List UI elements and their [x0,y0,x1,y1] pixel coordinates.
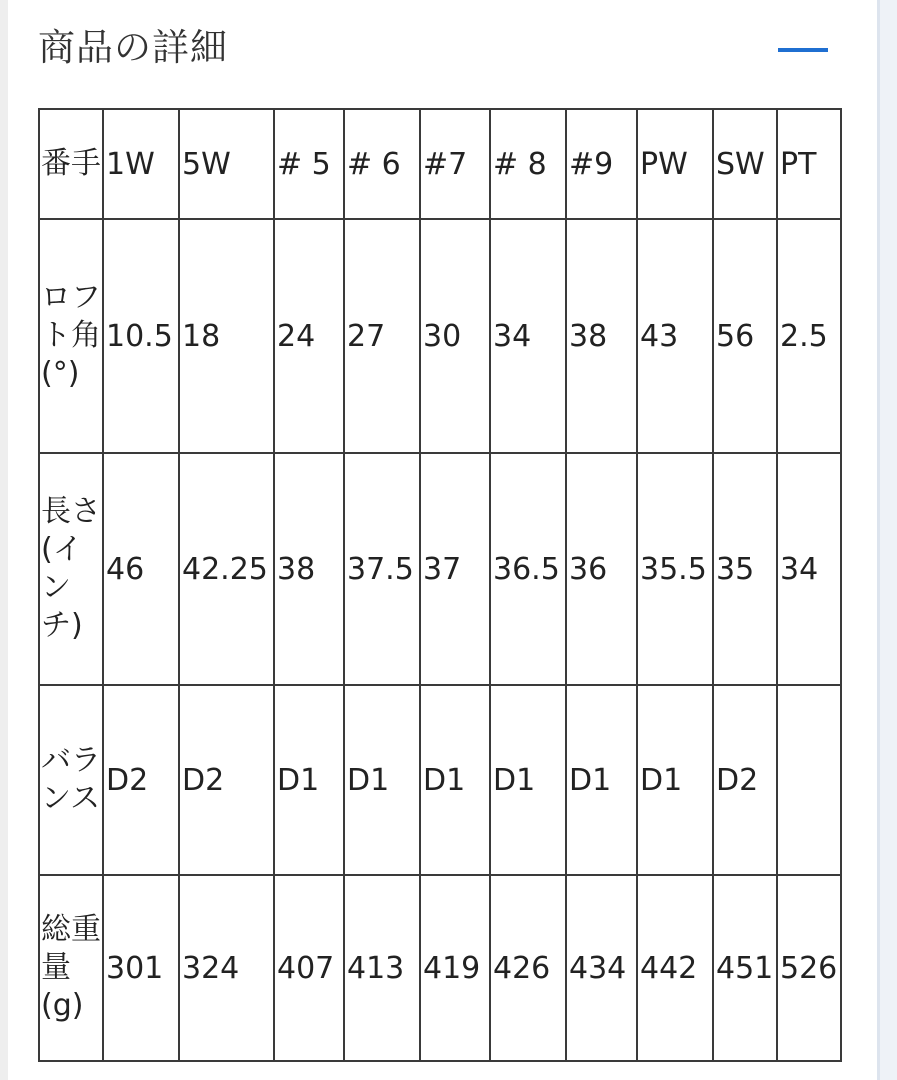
table-cell: D1 [566,685,637,875]
table-cell: 419 [420,875,490,1061]
table-cell: D1 [274,685,344,875]
table-cell: 1W [103,109,179,219]
section-title: 商品の詳細 [38,26,228,69]
row-header-cell: バランス [39,685,103,875]
table-cell: 407 [274,875,344,1061]
table-cell: 42.25 [179,453,274,685]
table-cell: # 6 [344,109,420,219]
table-cell: PT [777,109,841,219]
row-total-weight [39,875,841,1061]
table-cell: D2 [103,685,179,875]
row-balance [39,685,841,875]
table-cell: PW [637,109,713,219]
table-cell: D1 [637,685,713,875]
table-cell: 36.5 [490,453,566,685]
right-edge-panel [877,0,897,1080]
table-cell: 301 [103,875,179,1061]
row-header-cell: 番手 [39,109,103,219]
row-header-cell: 総重量(g) [39,875,103,1061]
table-cell: 38 [566,219,637,453]
row-loft-angle [39,219,841,453]
table-cell: 46 [103,453,179,685]
table-cell: 526 [777,875,841,1061]
table-cell: 27 [344,219,420,453]
table-cell: 18 [179,219,274,453]
right-edge-divider [877,0,880,1080]
table-cell: 413 [344,875,420,1061]
table-cell: 43 [637,219,713,453]
table-cell: 426 [490,875,566,1061]
table-cell: D1 [344,685,420,875]
collapse-button[interactable] [778,32,828,68]
table-cell: #9 [566,109,637,219]
table-cell: 5W [179,109,274,219]
table-cell: 34 [490,219,566,453]
table-cell [777,685,841,875]
table-cell: 35.5 [637,453,713,685]
left-border [0,0,8,1080]
table-cell: SW [713,109,777,219]
table-cell: # 5 [274,109,344,219]
table-cell: 37.5 [344,453,420,685]
table-cell: # 8 [490,109,566,219]
table-cell: D2 [713,685,777,875]
table-cell: 36 [566,453,637,685]
table-cell: 35 [713,453,777,685]
table-cell: D2 [179,685,274,875]
table-cell: 24 [274,219,344,453]
table-cell: 34 [777,453,841,685]
table-cell: 451 [713,875,777,1061]
table-cell: 38 [274,453,344,685]
row-header-cell: 長さ(インチ) [39,453,103,685]
table-cell: #7 [420,109,490,219]
row-header-cell: ロフト角(°) [39,219,103,453]
table-cell: 30 [420,219,490,453]
spec-table [38,108,842,1062]
table-cell: 324 [179,875,274,1061]
minus-icon [778,48,828,52]
table-cell: D1 [420,685,490,875]
table-cell: 2.5 [777,219,841,453]
table-cell: 10.5 [103,219,179,453]
table-cell: 56 [713,219,777,453]
row-length [39,453,841,685]
table-cell: 442 [637,875,713,1061]
product-details-header[interactable] [38,22,828,78]
table-cell: 37 [420,453,490,685]
row-club-number [39,109,841,219]
table-cell: D1 [490,685,566,875]
table-cell: 434 [566,875,637,1061]
